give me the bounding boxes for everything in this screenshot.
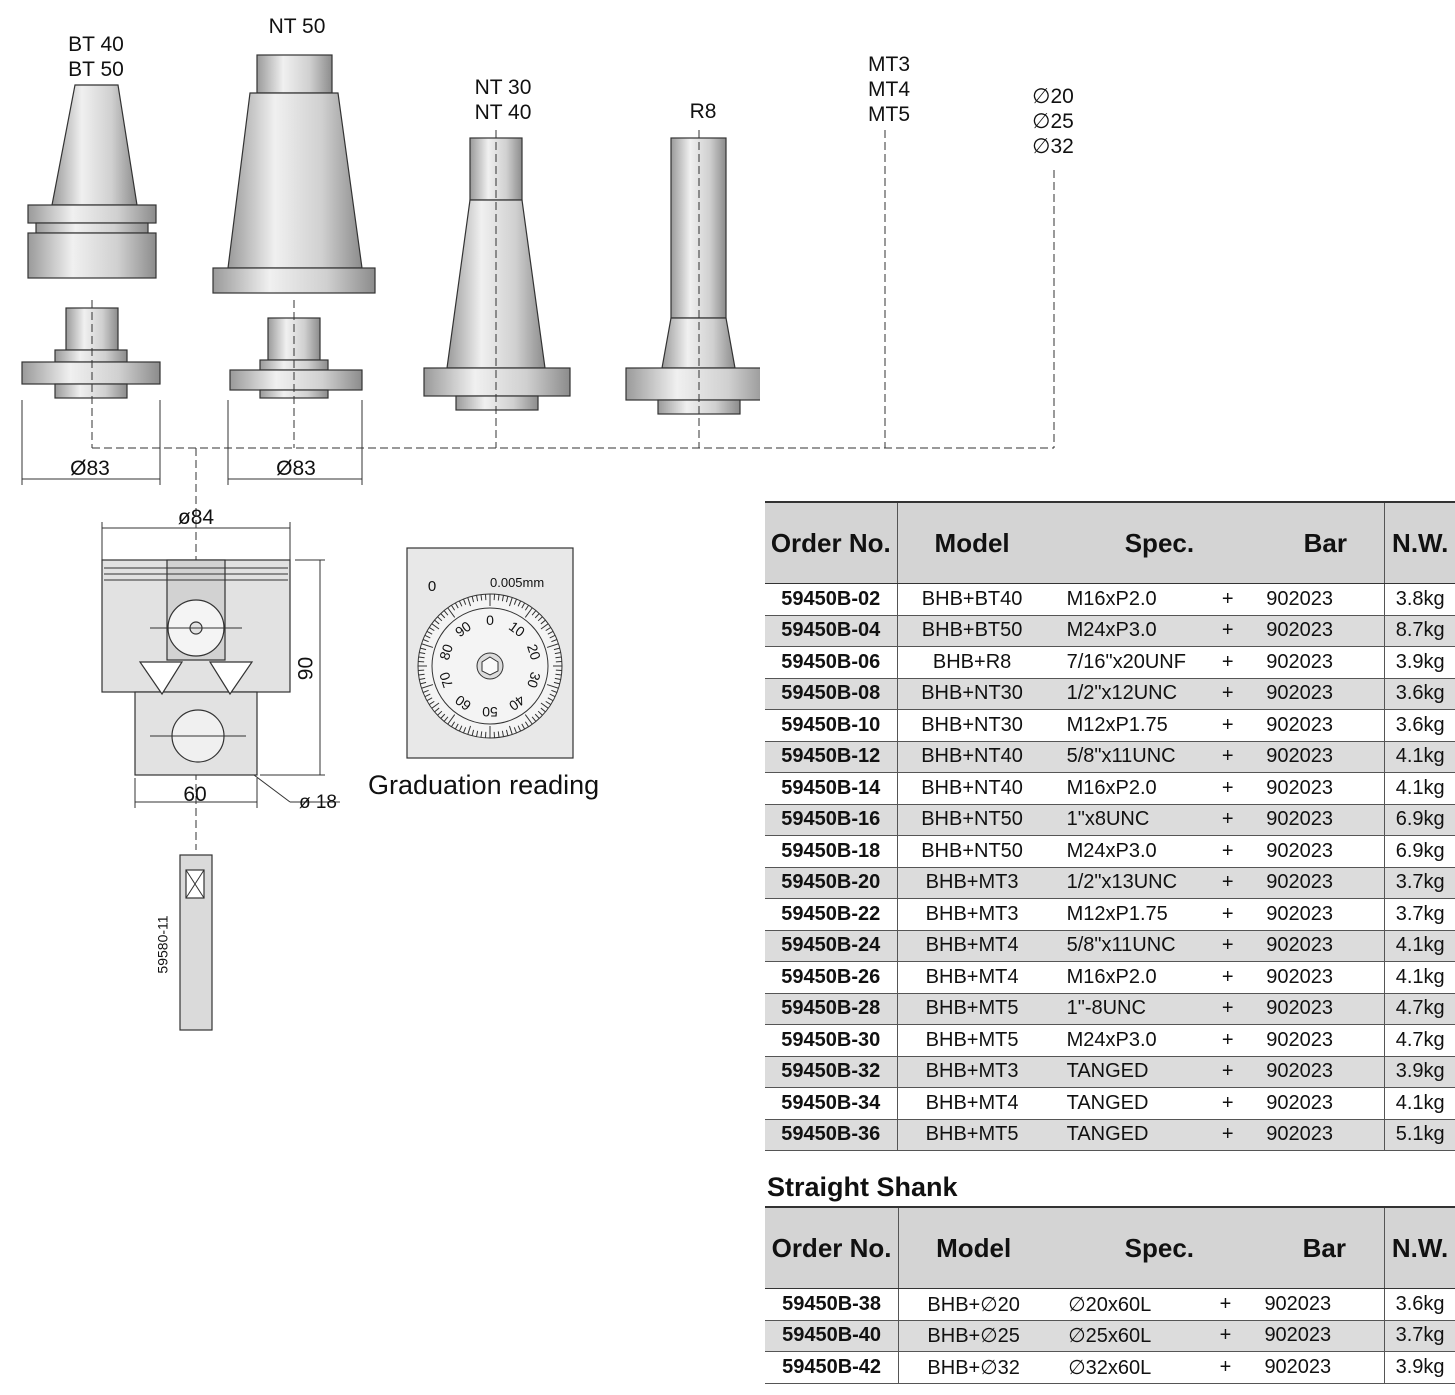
cell-order: 59450B-08 — [765, 678, 897, 710]
cell-order: 59450B-24 — [765, 930, 897, 962]
cell-model: BHB+NT40 — [897, 773, 1047, 805]
shank-label-r8 — [662, 99, 744, 124]
table-row — [765, 615, 1455, 647]
shank-label-line: ∅25 — [1032, 110, 1074, 133]
dial-number: 40 — [506, 692, 529, 715]
cell-model: BHB+NT40 — [897, 741, 1047, 773]
shank-label-line: MT4 — [868, 78, 910, 101]
cell-order: 59450B-22 — [765, 899, 897, 931]
table-row — [765, 710, 1455, 742]
cell-nw: 3.6kg — [1385, 710, 1455, 742]
table-header-row — [765, 1207, 1455, 1289]
dial-number: 60 — [451, 692, 474, 715]
cell-plus: + — [1200, 1289, 1250, 1321]
table-row — [765, 1320, 1455, 1352]
cell-bar: 902023 — [1252, 741, 1385, 773]
cell-plus: + — [1203, 678, 1252, 710]
cell-nw: 4.1kg — [1385, 962, 1455, 994]
table-row — [765, 1025, 1455, 1057]
cell-order: 59450B-16 — [765, 804, 897, 836]
cell-bar: 902023 — [1252, 710, 1385, 742]
cell-model: BHB+MT3 — [897, 867, 1047, 899]
dimension-18: ø 18 — [298, 792, 338, 813]
cell-order: 59450B-30 — [765, 1025, 897, 1057]
cell-order: 59450B-12 — [765, 741, 897, 773]
header-model: Model — [899, 1207, 1049, 1289]
cell-spec: ∅32x60L — [1048, 1352, 1200, 1384]
table-row — [765, 836, 1455, 868]
cell-nw: 3.7kg — [1385, 1320, 1455, 1352]
cell-bar: 902023 — [1252, 615, 1385, 647]
header-model: Model — [897, 502, 1047, 584]
cell-plus: + — [1203, 993, 1252, 1025]
cell-spec: 7/16"x20UNF — [1047, 647, 1204, 679]
cell-plus: + — [1200, 1352, 1250, 1384]
cell-nw: 4.1kg — [1385, 930, 1455, 962]
cell-spec: TANGED — [1047, 1119, 1204, 1151]
dimension-90: 90 — [294, 656, 318, 681]
cell-spec: 1/2"x13UNC — [1047, 867, 1204, 899]
table-row — [765, 647, 1455, 679]
cell-spec: 1"-8UNC — [1047, 993, 1204, 1025]
cell-nw: 3.9kg — [1385, 647, 1455, 679]
cell-model: BHB+MT4 — [897, 962, 1047, 994]
cell-spec: TANGED — [1047, 1088, 1204, 1120]
table-row — [765, 804, 1455, 836]
table-row — [765, 1289, 1455, 1321]
dial-number: 70 — [436, 670, 457, 691]
cell-nw: 3.8kg — [1385, 584, 1455, 616]
cell-plus: + — [1203, 867, 1252, 899]
dial-zero-mark: 0 — [427, 578, 437, 595]
cell-model: BHB+∅20 — [899, 1289, 1049, 1321]
table-row — [765, 867, 1455, 899]
table-row — [765, 1056, 1455, 1088]
cell-nw: 4.1kg — [1385, 1088, 1455, 1120]
cell-bar: 902023 — [1250, 1320, 1384, 1352]
cell-bar: 902023 — [1252, 899, 1385, 931]
shank-label-line: NT 30 — [474, 76, 532, 99]
shank-label-mt — [848, 52, 930, 127]
dial-number: 90 — [451, 617, 474, 640]
cell-order: 59450B-32 — [765, 1056, 897, 1088]
cell-model: BHB+MT3 — [897, 1056, 1047, 1088]
shank-label-line: BT 50 — [68, 58, 124, 81]
cell-bar: 902023 — [1252, 867, 1385, 899]
cell-nw: 3.6kg — [1385, 1289, 1455, 1321]
shank-label-line: ∅32 — [1032, 135, 1074, 158]
cell-nw: 4.7kg — [1385, 1025, 1455, 1057]
cell-model: BHB+∅25 — [899, 1320, 1049, 1352]
table-header-row — [765, 502, 1455, 584]
cell-model: BHB+∅32 — [899, 1352, 1049, 1384]
cell-nw: 4.1kg — [1385, 773, 1455, 805]
cell-spec: 5/8"x11UNC — [1047, 930, 1204, 962]
cell-model: BHB+MT5 — [897, 1119, 1047, 1151]
cell-bar: 902023 — [1252, 773, 1385, 805]
cell-order: 59450B-10 — [765, 710, 897, 742]
header-spec: Spec. — [1048, 1207, 1250, 1289]
cell-bar: 902023 — [1252, 1056, 1385, 1088]
cell-order: 59450B-18 — [765, 836, 897, 868]
table-row — [765, 962, 1455, 994]
header-nw: N.W. — [1385, 1207, 1455, 1289]
table-row — [765, 930, 1455, 962]
shank-label-line: R8 — [689, 100, 717, 123]
cell-order: 59450B-14 — [765, 773, 897, 805]
dimension-83-right: Ø83 — [276, 457, 316, 480]
cell-model: BHB+MT3 — [897, 899, 1047, 931]
table-row — [765, 899, 1455, 931]
cell-spec: 1"x8UNC — [1047, 804, 1204, 836]
shank-label-line: MT3 — [868, 53, 910, 76]
cell-order: 59450B-06 — [765, 647, 897, 679]
cell-spec: M24xP3.0 — [1047, 1025, 1204, 1057]
cell-model: BHB+NT50 — [897, 804, 1047, 836]
table-row — [765, 584, 1455, 616]
cell-bar: 902023 — [1252, 584, 1385, 616]
cell-spec: M12xP1.75 — [1047, 899, 1204, 931]
cell-order: 59450B-26 — [765, 962, 897, 994]
dial-number: 30 — [523, 670, 544, 691]
straight-shank-table-body — [765, 1289, 1455, 1384]
cell-nw: 5.1kg — [1385, 1119, 1455, 1151]
header-nw: N.W. — [1385, 502, 1455, 584]
tool-code: 59580-11 — [154, 915, 171, 974]
cell-plus: + — [1203, 615, 1252, 647]
cell-plus: + — [1203, 836, 1252, 868]
cell-plus: + — [1203, 710, 1252, 742]
dimension-83-left: Ø83 — [70, 457, 110, 480]
table-row — [765, 678, 1455, 710]
cell-nw: 8.7kg — [1385, 615, 1455, 647]
cell-order: 59450B-34 — [765, 1088, 897, 1120]
cell-spec: ∅20x60L — [1048, 1289, 1200, 1321]
cell-bar: 902023 — [1250, 1289, 1384, 1321]
cell-bar: 902023 — [1252, 1119, 1385, 1151]
cell-model: BHB+MT5 — [897, 993, 1047, 1025]
order-table-body — [765, 584, 1455, 1151]
cell-model: BHB+NT50 — [897, 836, 1047, 868]
dial-number: 20 — [523, 641, 544, 662]
cell-bar: 902023 — [1252, 1025, 1385, 1057]
shank-label-line: ∅20 — [1032, 85, 1074, 108]
cell-order: 59450B-36 — [765, 1119, 897, 1151]
cell-spec: M24xP3.0 — [1047, 836, 1204, 868]
table-row — [765, 993, 1455, 1025]
dimension-84: ø84 — [177, 506, 215, 529]
cell-nw: 3.9kg — [1385, 1352, 1455, 1384]
table-row — [765, 741, 1455, 773]
cell-model: BHB+NT30 — [897, 678, 1047, 710]
cell-order: 59450B-28 — [765, 993, 897, 1025]
cell-plus: + — [1203, 647, 1252, 679]
header-bar: Bar — [1250, 1207, 1384, 1289]
cell-model: BHB+R8 — [897, 647, 1047, 679]
table-row — [765, 773, 1455, 805]
cell-bar: 902023 — [1252, 647, 1385, 679]
cell-plus: + — [1203, 773, 1252, 805]
cell-spec: 1/2"x12UNC — [1047, 678, 1204, 710]
graduation-label: Graduation reading — [368, 770, 600, 800]
cell-plus: + — [1200, 1320, 1250, 1352]
cell-order: 59450B-40 — [765, 1320, 899, 1352]
cell-nw: 6.9kg — [1385, 804, 1455, 836]
cell-order: 59450B-02 — [765, 584, 897, 616]
cell-nw: 6.9kg — [1385, 836, 1455, 868]
straight-shank-title: Straight Shank — [767, 1172, 958, 1202]
cell-nw: 3.7kg — [1385, 867, 1455, 899]
cell-nw: 3.6kg — [1385, 678, 1455, 710]
header-order-no: Order No. — [765, 502, 897, 584]
shank-label-line: NT 50 — [268, 15, 326, 38]
shank-label-nt30 — [462, 75, 544, 125]
dial-number: 80 — [436, 641, 457, 662]
cell-spec: M16xP2.0 — [1047, 584, 1204, 616]
cell-model: BHB+NT30 — [897, 710, 1047, 742]
straight-shank-table — [765, 1206, 1455, 1384]
header-order-no: Order No. — [765, 1207, 899, 1289]
shank-label-nt50 — [256, 14, 338, 39]
cell-nw: 4.7kg — [1385, 993, 1455, 1025]
cell-nw: 3.7kg — [1385, 899, 1455, 931]
cell-model: BHB+MT4 — [897, 1088, 1047, 1120]
dial-number: 10 — [506, 617, 529, 640]
shank-label-line: NT 40 — [474, 101, 532, 124]
cell-plus: + — [1203, 1119, 1252, 1151]
dial-number: 0 — [486, 612, 494, 628]
cell-model: BHB+MT4 — [897, 930, 1047, 962]
header-bar: Bar — [1252, 502, 1385, 584]
shank-label-straight — [1012, 84, 1094, 159]
cell-plus: + — [1203, 1056, 1252, 1088]
cell-order: 59450B-20 — [765, 867, 897, 899]
cell-plus: + — [1203, 1088, 1252, 1120]
cell-order: 59450B-42 — [765, 1352, 899, 1384]
cell-model: BHB+BT50 — [897, 615, 1047, 647]
cell-plus: + — [1203, 962, 1252, 994]
cell-model: BHB+BT40 — [897, 584, 1047, 616]
cell-nw: 4.1kg — [1385, 741, 1455, 773]
table-row — [765, 1352, 1455, 1384]
cell-order: 59450B-04 — [765, 615, 897, 647]
cell-spec: TANGED — [1047, 1056, 1204, 1088]
cell-spec: M16xP2.0 — [1047, 962, 1204, 994]
cell-bar: 902023 — [1252, 962, 1385, 994]
shank-label-bt — [55, 32, 137, 82]
shank-label-line: BT 40 — [68, 33, 124, 56]
dimension-60: 60 — [183, 783, 207, 806]
cell-plus: + — [1203, 1025, 1252, 1057]
cell-model: BHB+MT5 — [897, 1025, 1047, 1057]
cell-spec: ∅25x60L — [1048, 1320, 1200, 1352]
cell-plus: + — [1203, 741, 1252, 773]
cell-spec: M24xP3.0 — [1047, 615, 1204, 647]
cell-plus: + — [1203, 930, 1252, 962]
cell-bar: 902023 — [1252, 1088, 1385, 1120]
table-row — [765, 1088, 1455, 1120]
dial-number: 50 — [482, 704, 498, 720]
cell-nw: 3.9kg — [1385, 1056, 1455, 1088]
dial-resolution: 0.005mm — [490, 575, 545, 590]
cell-spec: M12xP1.75 — [1047, 710, 1204, 742]
cell-spec: 5/8"x11UNC — [1047, 741, 1204, 773]
order-table — [765, 501, 1455, 1151]
cell-bar: 902023 — [1252, 930, 1385, 962]
shank-label-line: MT5 — [868, 103, 910, 126]
cell-plus: + — [1203, 584, 1252, 616]
cell-bar: 902023 — [1252, 678, 1385, 710]
cell-order: 59450B-38 — [765, 1289, 899, 1321]
cell-bar: 902023 — [1250, 1352, 1384, 1384]
cell-bar: 902023 — [1252, 993, 1385, 1025]
cell-plus: + — [1203, 804, 1252, 836]
header-spec: Spec. — [1047, 502, 1253, 584]
table-row — [765, 1119, 1455, 1151]
cell-bar: 902023 — [1252, 804, 1385, 836]
cell-plus: + — [1203, 899, 1252, 931]
cell-spec: M16xP2.0 — [1047, 773, 1204, 805]
cell-bar: 902023 — [1252, 836, 1385, 868]
